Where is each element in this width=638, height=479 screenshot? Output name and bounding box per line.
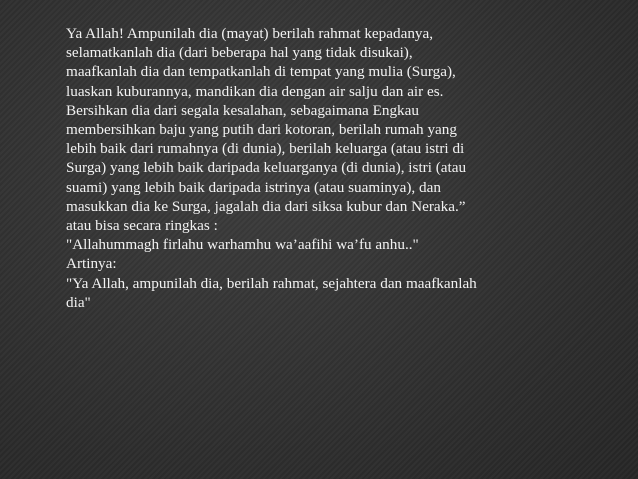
- body-line: Ya Allah! Ampunilah dia (mayat) berilah rahmat kepadanya,: [66, 25, 434, 42]
- body-line: atau bisa secara ringkas :: [66, 217, 218, 235]
- body-line: suami) yang lebih baik daripada istrinya (atau suaminya), dan: [66, 178, 441, 196]
- body-line: maafkanlah dia dan tempatkanlah di tempat yang mulia (Surga),: [66, 63, 456, 81]
- body-line: lebih baik dari rumahnya (di dunia), berilah keluarga (atau istri di: [66, 140, 465, 158]
- body-line: "Allahummagh firlahu warhamhu wa’aafihi wa’fu anhu..": [66, 236, 419, 254]
- body-line: Bersihkan dia dari segala kesalahan, sebagaimana Engkau: [66, 101, 419, 119]
- body-line: luaskan kuburannya, mandikan dia dengan air salju dan air es.: [66, 82, 444, 100]
- slide-body-text: [66, 24, 566, 312]
- body-line: Surga) yang lebih baik daripada keluarganya (di dunia), istri (atau: [66, 159, 467, 177]
- body-line: "Ya Allah, ampunilah dia, berilah rahmat, sejahtera dan maafkanlah: [66, 274, 477, 292]
- body-line: masukkan dia ke Surga, jagalah dia dari siksa kubur dan Neraka.”: [66, 197, 466, 215]
- body-line: Artinya:: [66, 255, 117, 273]
- body-line: membersihkan baju yang putih dari kotoran, berilah rumah yang: [66, 121, 457, 139]
- body-line: dia": [66, 293, 91, 311]
- body-line: selamatkanlah dia (dari beberapa hal yang tidak disukai),: [66, 44, 413, 62]
